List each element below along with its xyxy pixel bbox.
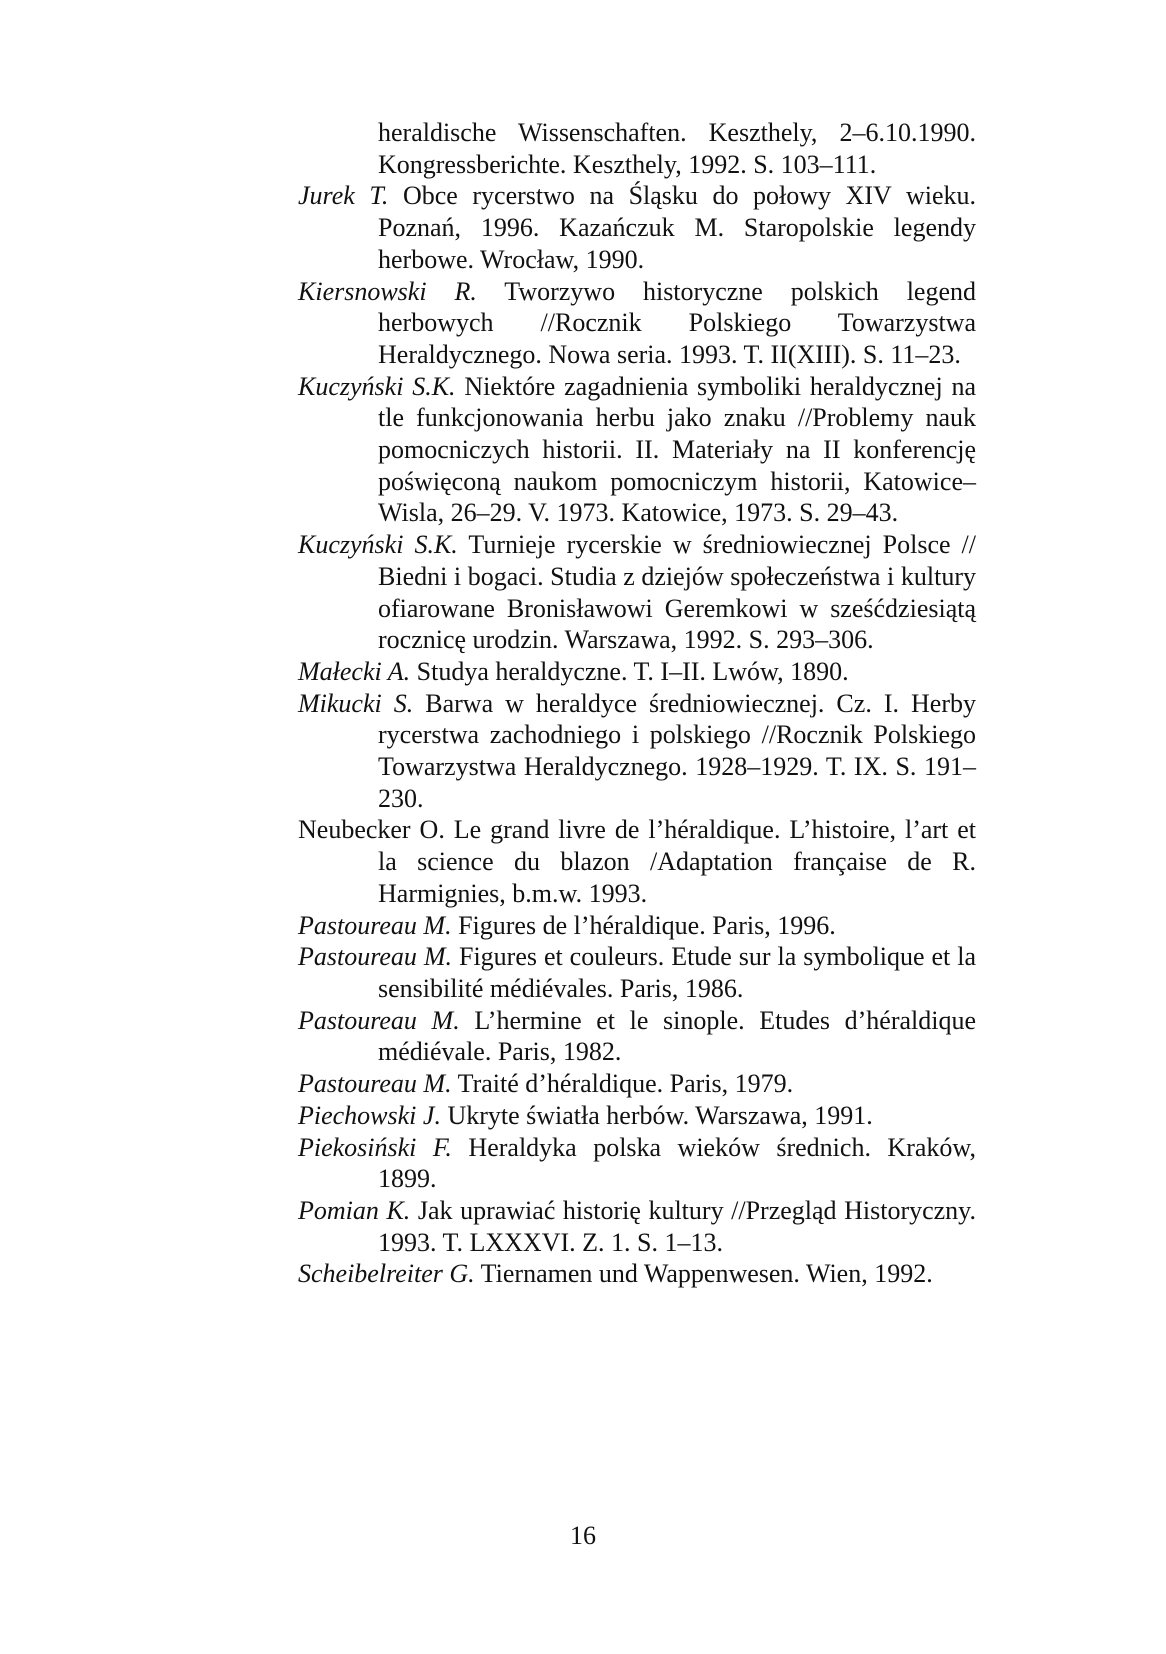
- bibliography-entry: [298, 1195, 976, 1258]
- entry-text: Heraldyka polska wieków średnich. Kraków, 1899.: [378, 1132, 976, 1194]
- bibliography-entry: [298, 1258, 976, 1290]
- entry-author: Pastoureau M.: [298, 1069, 452, 1099]
- entry-text: Obce rycerstwo na Śląsku do połowy XIV wieku. Poznań, 1996. Kazańczuk M. Staropolskie legendy herbowe. Wrocław, 1990.: [378, 181, 976, 274]
- entry-author: Pastoureau M.: [298, 942, 453, 972]
- entry-text: Tworzywo historyczne polskich legend herbowych //Rocznik Polskiego Towarzystwa Heraldycznego. Nowa seria. 1993. T. II(XIII). S. 11–23.: [378, 276, 976, 369]
- entry-author: Kuczyński S.K.: [298, 530, 458, 560]
- bibliography-entry: [298, 1132, 976, 1195]
- bibliography-list: [298, 117, 976, 1290]
- entry-author: Scheibelreiter G.: [298, 1259, 475, 1289]
- bibliography-entry: [298, 276, 976, 371]
- bibliography-entry: [298, 1005, 976, 1068]
- entry-author: Pastoureau M.: [298, 1005, 460, 1035]
- entry-author: Piekosiński F.: [298, 1132, 452, 1162]
- entry-author: Mikucki S.: [298, 688, 414, 718]
- entry-author: Pastoureau M.: [298, 910, 452, 940]
- bibliography-entry: [298, 910, 976, 942]
- entry-text: Jak uprawiać historię kultury //Przegląd Historyczny. 1993. T. LXXXVI. Z. 1. S. 1–13.: [378, 1195, 976, 1257]
- entry-text: L’hermine et le sinople. Etudes d’héraldique médiévale. Paris, 1982.: [378, 1005, 977, 1067]
- entry-author: Kuczyński S.K.: [298, 371, 456, 401]
- entry-text: Studya heraldyczne. T. I–II. Lwów, 1890.: [410, 656, 849, 686]
- entry-text: heraldische Wissenschaften. Keszthely, 2–6.10.1990. Kongressberichte. Keszthely, 1992. S. 103–111.: [378, 118, 976, 179]
- entry-author: Pomian K.: [298, 1195, 411, 1225]
- entry-text: Ukryte światła herbów. Warszawa, 1991.: [440, 1100, 873, 1130]
- page-number: 16: [570, 1521, 596, 1550]
- entry-author: Kiersnowski R.: [298, 276, 477, 306]
- bibliography-entry: [298, 117, 976, 180]
- bibliography-entry: [298, 1068, 976, 1100]
- entry-text: Traité d’héraldique. Paris, 1979.: [451, 1069, 794, 1099]
- entry-author: Piechowski J.: [298, 1100, 441, 1130]
- bibliography-entry: [298, 1100, 976, 1132]
- bibliography-entry: [298, 814, 976, 909]
- entry-text: Turnieje rycerskie w średniowiecznej Polsce // Biedni i bogaci. Studia z dziejów społeczeństwa i kultury ofiarowane Bronisławowi Geremkowi w sześćdziesiątą rocznicę urodzin. Warszawa, 1992. S. 293–306.: [378, 530, 977, 655]
- bibliography-entry: [298, 688, 976, 815]
- bibliography-entry: [298, 371, 976, 530]
- bibliography-entry: [298, 941, 976, 1004]
- entry-text: Neubecker O. Le grand livre de l’héraldique. L’histoire, l’art et la science du blazon /Adaptation française de R. Harmignies, b.m.w. 1993.: [298, 815, 976, 908]
- entry-text: Figures de l’héraldique. Paris, 1996.: [451, 910, 836, 940]
- bibliography-entry: [298, 180, 976, 275]
- bibliography-entry: [298, 529, 976, 656]
- bibliography-entry: [298, 656, 976, 688]
- entry-text: Barwa w heraldyce średniowiecznej. Cz. I. Herby rycerstwa zachodniego i polskiego //Rocznik Polskiego Towarzystwa Heraldycznego. 1928–1929. T. IX. S. 191–230.: [378, 688, 976, 813]
- entry-author: Małecki A.: [298, 656, 411, 686]
- entry-author: Jurek T.: [298, 181, 389, 211]
- entry-text: Niektóre zagadnienia symboliki heraldycznej na tle funkcjonowania herbu jako znaku //Problemy nauk pomocniczych historii. II. Materiały na II konferencję poświęconą naukom pomocniczym historii, Katowice–Wisla, 26–29. V. 1973. Katowice, 1973. S. 29–43.: [378, 371, 977, 528]
- entry-text: Tiernamen und Wappenwesen. Wien, 1992.: [474, 1259, 933, 1289]
- entry-text: Figures et couleurs. Etude sur la symbolique et la sensibilité médiévales. Paris, 1986.: [378, 942, 976, 1003]
